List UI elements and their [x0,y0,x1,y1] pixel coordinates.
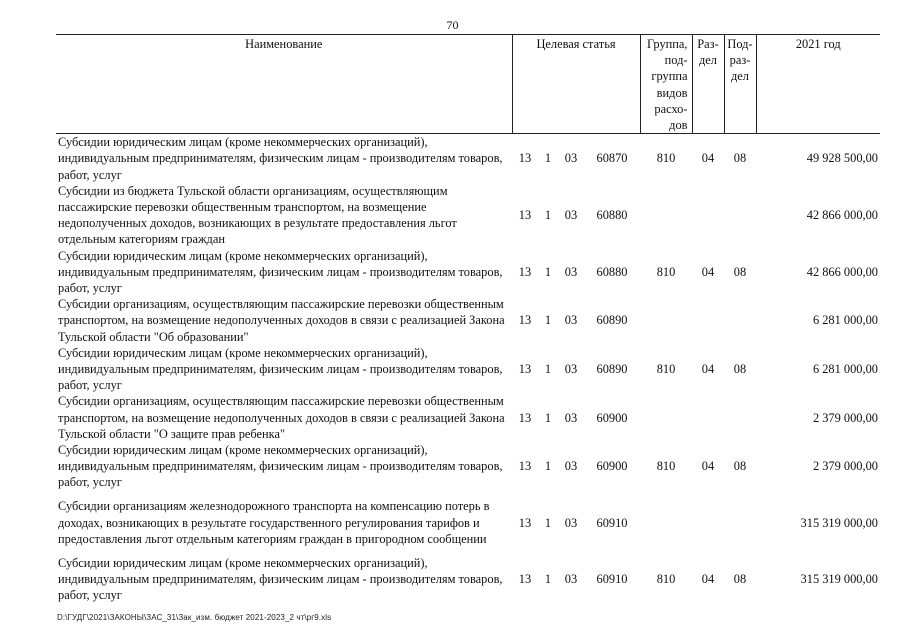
header-group: Группа, под- группа видов расхо- дов [640,35,692,134]
row-section [692,296,724,345]
file-path-footer: D:\ГУДГ\2021\ЗАКОНЫ\ЗАС_31\Зак_изм. бюджет 2021-2023_2 чт\рг9.xls [57,613,332,622]
row-group [640,491,692,555]
row-amount: 42 866 000,00 [806,208,878,223]
row-code-4: 60880 [596,264,628,279]
header-name: Наименование [56,35,512,134]
row-amount: 315 319 000,00 [800,515,878,530]
row-name: Субсидии юридическим лицам (кроме некоммерческих организаций), индивидуальным предпринимателям, физическим лицам - производителям товаров, работ, услуг [58,443,503,490]
row-code-1: 13 [518,264,532,279]
row-group [640,296,692,345]
header-target-article: Целевая статья [512,35,640,134]
row-group: 810 [656,362,676,377]
row-section: 04 [701,151,715,166]
row-code-1: 13 [518,571,532,586]
row-code-3: 03 [564,515,578,530]
row-code-2: 1 [544,459,552,474]
row-code-2: 1 [544,264,552,279]
row-amount: 6 281 000,00 [812,313,878,328]
row-group: 810 [656,459,676,474]
row-code-2: 1 [544,151,552,166]
row-group [640,183,692,248]
row-code-2: 1 [544,313,552,328]
row-subsection: 08 [733,571,747,586]
row-code-3: 03 [564,313,578,328]
table-row [56,134,880,183]
header-subsection: Под- раз- дел [724,35,756,134]
row-code-4: 60910 [596,515,628,530]
row-group: 810 [656,264,676,279]
row-group: 810 [656,571,676,586]
row-code-3: 03 [564,151,578,166]
row-name: Субсидии юридическим лицам (кроме некоммерческих организаций), индивидуальным предпринимателям, физическим лицам - производителям товаров, работ, услуг [58,135,503,182]
row-subsection: 08 [733,264,747,279]
row-code-1: 13 [518,515,532,530]
header-section: Раз- дел [692,35,724,134]
table-row [56,555,880,604]
row-code-2: 1 [544,362,552,377]
row-code-1: 13 [518,313,532,328]
page-number: 70 [446,18,459,32]
table-row [56,393,880,442]
row-section [692,491,724,555]
row-subsection: 08 [733,362,747,377]
table-header-row [56,35,880,134]
table-row [56,248,880,297]
row-amount: 42 866 000,00 [806,264,878,279]
row-code-1: 13 [518,459,532,474]
row-name: Субсидии организациям, осуществляющим пассажирские перевозки общественным транспортом, на возмещение недополученных доходов в связи с реализацией Закона Тульской области "Об образовании" [58,297,505,344]
row-code-4: 60890 [596,362,628,377]
row-name: Субсидии из бюджета Тульской области организациям, осуществляющим пассажирские перевозки общественным транспортом, на возмещение недополученных доходов, возникающих в результате предоставления льгот отдельным категориям граждан [58,183,457,247]
row-name: Субсидии юридическим лицам (кроме некоммерческих организаций), индивидуальным предпринимателям, физическим лицам - производителям товаров, работ, услуг [58,555,503,603]
row-subsection: 08 [733,459,747,474]
table-row [56,442,880,491]
row-group: 810 [656,151,676,166]
row-amount: 6 281 000,00 [812,362,878,377]
row-section: 04 [701,459,715,474]
row-code-4: 60880 [596,208,628,223]
row-code-2: 1 [544,571,552,586]
row-code-4: 60910 [596,571,628,586]
row-code-4: 60900 [596,410,628,425]
row-section [692,183,724,248]
row-subsection [724,491,756,555]
row-code-1: 13 [518,151,532,166]
row-code-1: 13 [518,410,532,425]
row-code-3: 03 [564,459,578,474]
row-subsection [724,393,756,442]
table-row [56,296,880,345]
row-group [640,393,692,442]
budget-table [56,34,880,603]
row-code-2: 1 [544,410,552,425]
row-subsection [724,296,756,345]
row-name: Субсидии юридическим лицам (кроме некоммерческих организаций), индивидуальным предпринимателям, физическим лицам - производителям товаров, работ, услуг [58,345,503,393]
row-subsection: 08 [733,151,747,166]
row-amount: 315 319 000,00 [800,571,878,586]
row-code-3: 03 [564,410,578,425]
row-subsection [724,183,756,248]
row-section: 04 [701,571,715,586]
row-code-3: 03 [564,208,578,223]
row-name: Субсидии юридическим лицам (кроме некоммерческих организаций), индивидуальным предпринимателям, физическим лицам - производителям товаров, работ, услуг [58,248,503,296]
row-code-3: 03 [564,362,578,377]
row-code-2: 1 [544,515,552,530]
row-amount: 49 928 500,00 [806,151,878,166]
table-row [56,183,880,248]
table-row [56,345,880,394]
row-code-4: 60870 [596,151,628,166]
row-code-3: 03 [564,264,578,279]
row-name: Субсидии организациям железнодорожного транспорта на компенсацию потерь в доходах, возникающих в результате государственного регулирования тарифов и предоставления льгот отдельным категориям граждан в пригородном сообщении [58,499,490,546]
header-year: 2021 год [756,35,880,134]
row-section: 04 [701,264,715,279]
table-row [56,491,880,555]
row-code-1: 13 [518,208,532,223]
row-code-4: 60890 [596,313,628,328]
row-amount: 2 379 000,00 [812,459,878,474]
row-code-3: 03 [564,571,578,586]
row-section [692,393,724,442]
row-code-4: 60900 [596,459,628,474]
row-code-2: 1 [544,208,552,223]
row-amount: 2 379 000,00 [812,410,878,425]
row-section: 04 [701,362,715,377]
row-name: Субсидии организациям, осуществляющим пассажирские перевозки общественным транспортом, на возмещение недополученных доходов в связи с реализацией Закона Тульской области "О защите прав ребенка" [58,394,505,441]
row-code-1: 13 [518,362,532,377]
